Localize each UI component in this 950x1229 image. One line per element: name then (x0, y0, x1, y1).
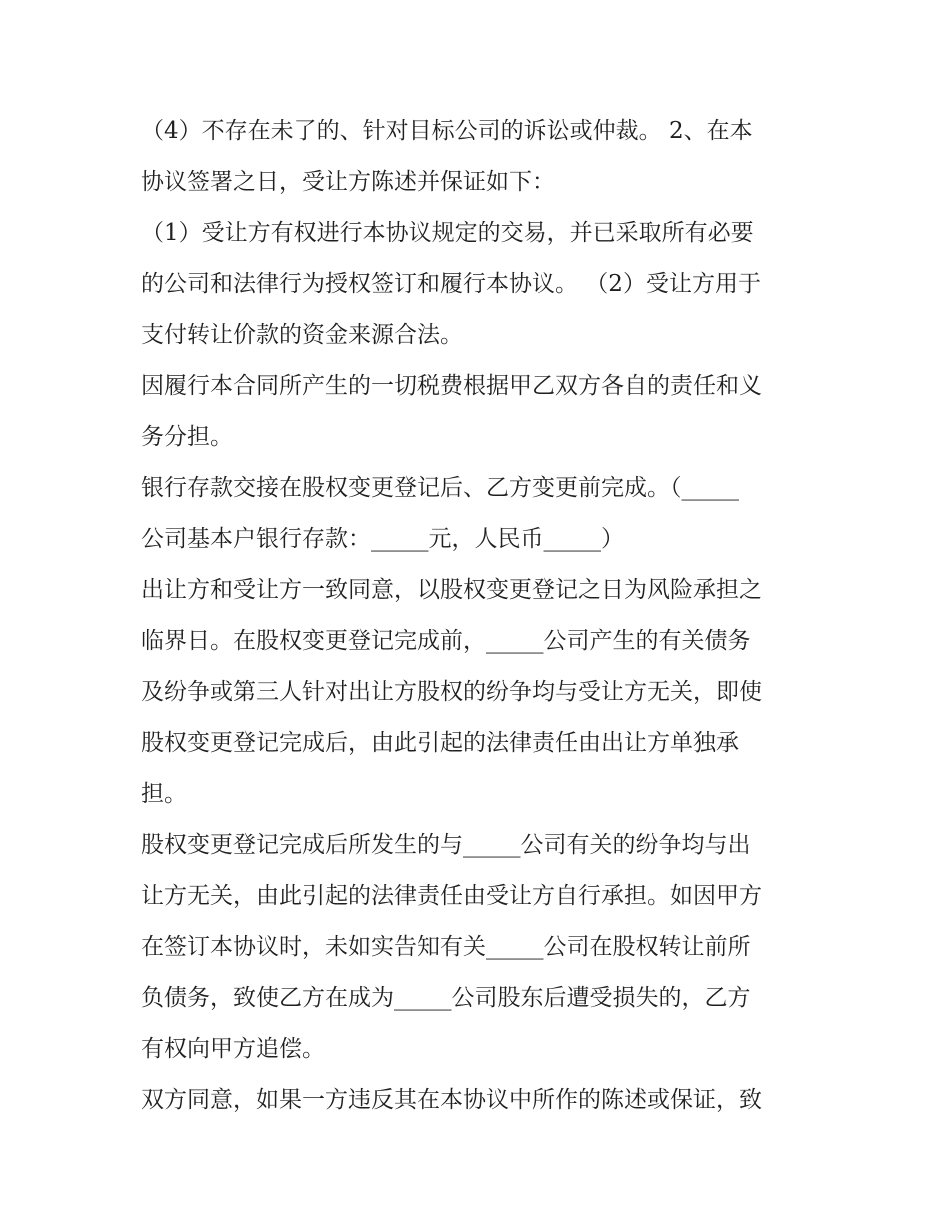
text-line: 股权变更登记完成后，由此引起的法律责任由出让方单独承 (141, 730, 739, 756)
text-line: 的公司和法律行为授权签订和履行本协议。 （2）受让方用于 (141, 271, 761, 297)
text-line: 协议签署之日，受让方陈述并保证如下： (141, 169, 555, 195)
text-line: 务分担。 (141, 424, 233, 450)
text-line: 在签订本协议时，未如实告知有关_____公司在股权转让前所 (141, 934, 751, 960)
text-line: 担。 (141, 781, 187, 807)
text-line: 出让方和受让方一致同意，以股权变更登记之日为风险承担之 (141, 577, 762, 603)
text-line: 及纷争或第三人针对出让方股权的纷争均与受让方无关，即使 (141, 679, 762, 705)
text-line: 股权变更登记完成后所发生的与_____公司有关的纷争均与出 (141, 832, 751, 858)
text-line: 临界日。在股权变更登记完成前，_____公司产生的有关债务 (141, 628, 751, 654)
text-line: （4）不存在未了的、针对目标公司的诉讼或仲裁。 2、在本 (141, 118, 753, 144)
text-line: 负债务，致使乙方在成为_____公司股东后遭受损失的，乙方 (141, 985, 751, 1011)
text-line: 有权向甲方追偿。 (141, 1036, 325, 1062)
text-line: 支付转让价款的资金来源合法。 (141, 322, 463, 348)
document-body (141, 106, 821, 1126)
text-line: 双方同意，如果一方违反其在本协议中所作的陈述或保证，致 (141, 1087, 762, 1113)
text-line: （1）受让方有权进行本协议规定的交易，并已采取所有必要 (141, 220, 754, 246)
text-line: 银行存款交接在股权变更登记后、乙方变更前完成。（_____ (141, 475, 739, 501)
text-line: 因履行本合同所产生的一切税费根据甲乙双方各自的责任和义 (141, 373, 762, 399)
text-line: 让方无关，由此引起的法律责任由受让方自行承担。如因甲方 (141, 883, 762, 909)
text-line: 公司基本户银行存款：_____元，人民币_____） (141, 526, 624, 552)
